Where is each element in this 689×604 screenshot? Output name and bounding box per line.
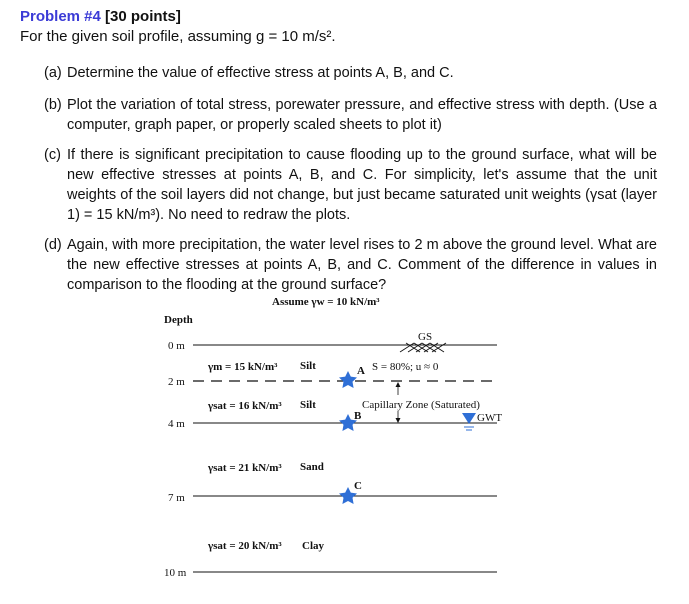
layer1-soil: Silt bbox=[300, 360, 316, 372]
layer3-soil: Sand bbox=[300, 461, 324, 473]
depth-label: Depth bbox=[164, 314, 193, 326]
problem-number: Problem #4 bbox=[20, 8, 101, 25]
gs-label: GS bbox=[418, 331, 433, 343]
part-b-text: Plot the variation of total stress, porewater pressure, and effective stress with depth. (Use a computer, graph paper, or properly scaled sheets to plot it) bbox=[67, 97, 657, 133]
layer2-soil: Silt bbox=[300, 399, 316, 411]
depth-2m: 2 m bbox=[168, 376, 185, 388]
point-c-label: C bbox=[354, 480, 362, 492]
depth-0m: 0 m bbox=[168, 340, 185, 352]
capillary-arrow-head bbox=[396, 382, 401, 387]
part-a-label: (a) bbox=[44, 65, 62, 81]
point-a-label: A bbox=[357, 365, 365, 377]
layer2-note: Capillary Zone (Saturated) bbox=[362, 399, 480, 411]
part-a-text: Determine the value of effective stress at points A, B, and C. bbox=[67, 65, 454, 81]
part-d-label: (d) bbox=[44, 237, 62, 253]
layer3-unit-weight: γsat = 21 kN/m³ bbox=[208, 462, 282, 474]
point-b-label: B bbox=[354, 410, 362, 422]
part-d-text: Again, with more precipitation, the water level rises to 2 m above the ground level. What are the new effective stresses at points A, B, and C. Comment of the difference in values in comparison to the flooding at the ground surface? bbox=[67, 237, 657, 293]
gwt-label: GWT bbox=[477, 412, 503, 424]
gwt-triangle-icon bbox=[462, 413, 476, 424]
gwt-arrow-down bbox=[396, 418, 401, 423]
problem-intro: For the given soil profile, assuming g = 10 m/s². bbox=[20, 28, 336, 45]
point-a-star-icon bbox=[339, 371, 357, 388]
part-b-label: (b) bbox=[44, 97, 62, 113]
problem-points: [30 points] bbox=[105, 8, 181, 25]
layer2-unit-weight: γsat = 16 kN/m³ bbox=[208, 400, 282, 412]
depth-4m: 4 m bbox=[168, 418, 185, 430]
layer4-unit-weight: γsat = 20 kN/m³ bbox=[208, 540, 282, 552]
part-c-label: (c) bbox=[44, 147, 61, 163]
layer1-note: S = 80%; u ≈ 0 bbox=[372, 361, 439, 373]
layer4-soil: Clay bbox=[302, 540, 324, 552]
ground-surface-hatch bbox=[400, 343, 446, 352]
layer1-unit-weight: γm = 15 kN/m³ bbox=[208, 361, 278, 373]
depth-7m: 7 m bbox=[168, 492, 185, 504]
depth-10m: 10 m bbox=[164, 567, 187, 579]
assume-gamma-w: Assume γw = 10 kN/m³ bbox=[272, 296, 380, 308]
part-c-text: If there is significant precipitation to cause flooding up to the ground surface, what will be new effective stresses at points A, B, and C. For simplicity, let's assume that the unit weights of the soil layers did not change, but just became saturated unit weights (γsat (layer 1) = 15 kN/m³). No need to redraw the plots. bbox=[67, 147, 657, 223]
